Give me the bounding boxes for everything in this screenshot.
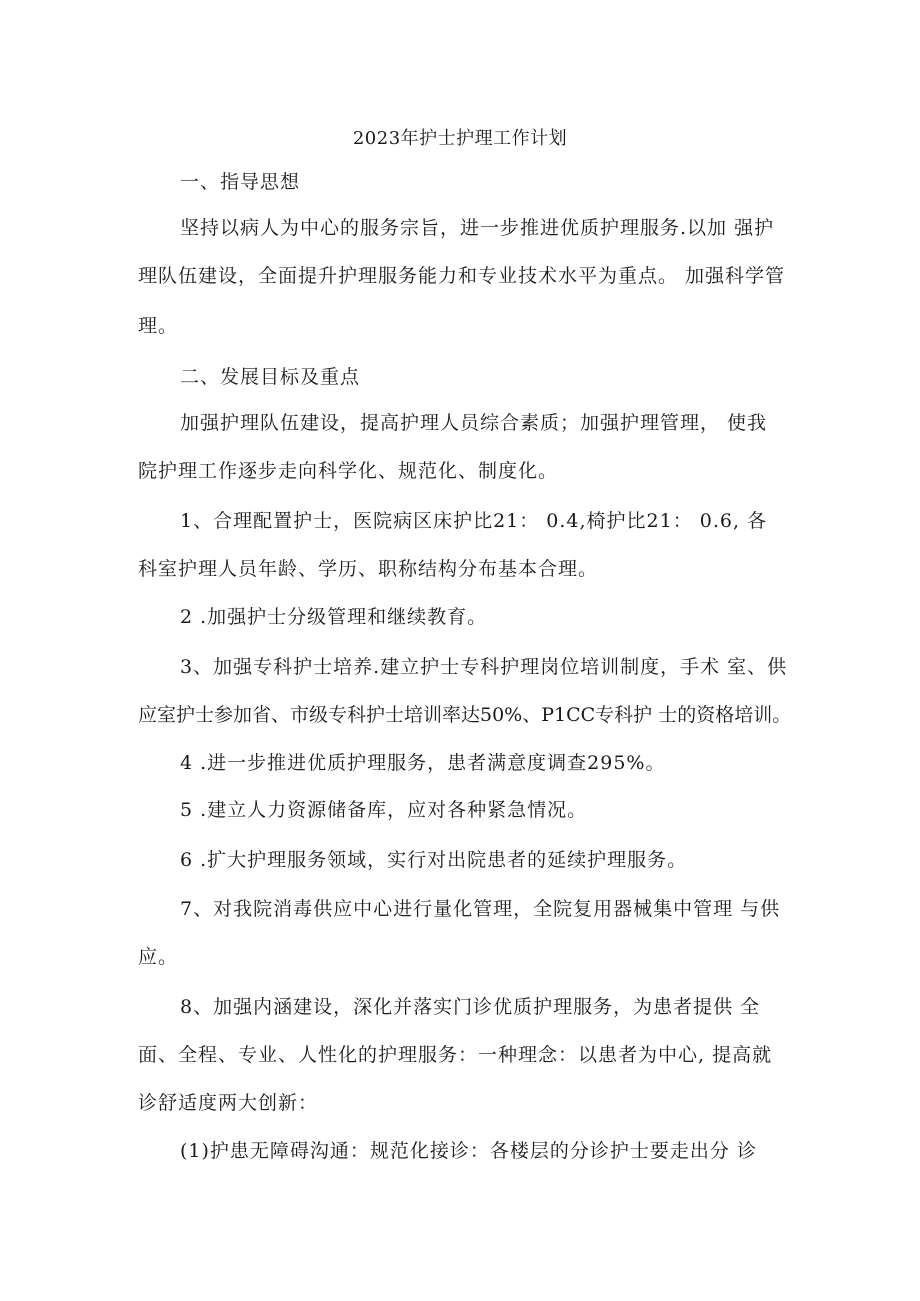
list-item-8-cont: 面、全程、专业、人性化的护理服务：一种理念：以患者为中心, 提高就 (138, 1044, 773, 1066)
list-item-6: 6 .扩大护理服务领域，实行对出院患者的延续护理服务。 (180, 849, 688, 871)
sub-item-1: (1)护患无障碍沟通：规范化接诊：各楼层的分诊护士要走出分 诊 (180, 1140, 757, 1162)
section-heading-guiding-ideology: 一、指导思想 (180, 171, 301, 193)
section-heading-goals: 二、发展目标及重点 (180, 366, 361, 388)
paragraph-line: 理。 (138, 315, 179, 337)
list-item-8: 8、加强内涵建设，深化并落实门诊优质护理服务，为患者提供 全 (180, 996, 761, 1018)
list-item-7-cont: 应。 (138, 946, 179, 968)
list-item-4: 4 .进一步推进优质护理服务，患者满意度调查295%。 (180, 752, 666, 774)
list-item-8-cont: 诊舒适度两大创新： (138, 1092, 319, 1114)
list-item-3: 3、加强专科护士培养.建立护士专科护理岗位培训制度，手术 室、供 (180, 656, 788, 678)
document-title: 2023年护士护理工作计划 (352, 128, 568, 149)
list-item-3-cont: 应室护士参加省、市级专科护士培训率达50%、P1CC专科护 士的资格培训。 (138, 704, 792, 726)
paragraph-line: 坚持以病人为中心的服务宗旨，进一步推进优质护理服务.以加 强护 (180, 217, 775, 239)
list-item-1: 1、合理配置护士，医院病区床护比21： 0.4,椅护比21： 0.6, 各 (180, 510, 768, 532)
list-item-2: 2 .加强护士分级管理和继续教育。 (180, 606, 488, 628)
list-item-7: 7、对我院消毒供应中心进行量化管理，全院复用器械集中管理 与供 (180, 898, 781, 920)
paragraph-line: 理队伍建设，全面提升护理服务能力和专业技术水平为重点。 加强科学管 (138, 265, 786, 287)
list-item-1-cont: 科室护理人员年龄、学历、职称结构分布基本合理。 (138, 558, 599, 580)
paragraph-line: 加强护理队伍建设，提高护理人员综合素质；加强护理管理， 使我 (180, 412, 768, 434)
list-item-5: 5 .建立人力资源储备库，应对各种紧急情况。 (180, 799, 588, 821)
paragraph-line: 院护理工作逐步走向科学化、规范化、制度化。 (138, 460, 559, 482)
